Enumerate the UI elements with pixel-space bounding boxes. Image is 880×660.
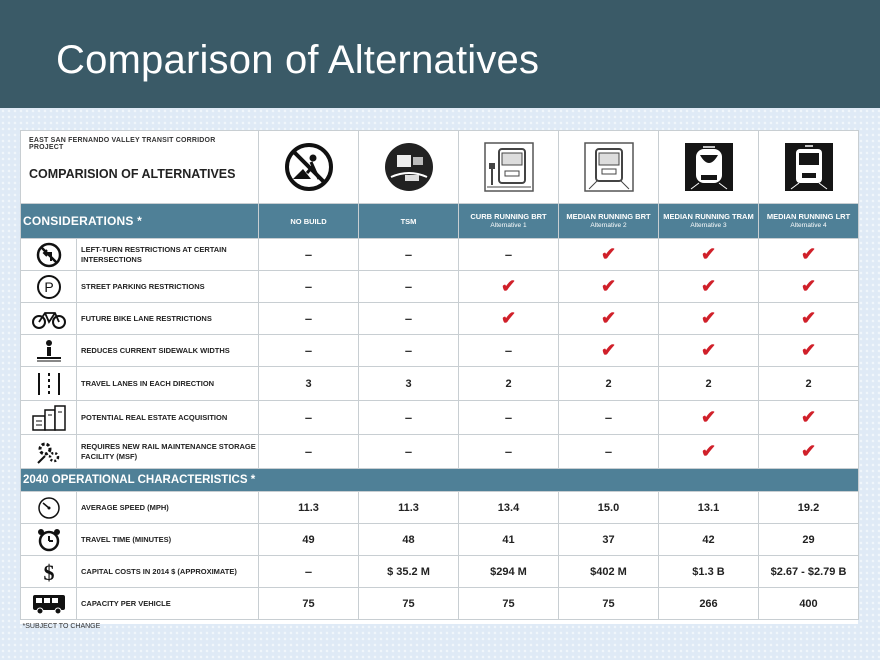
row-icon-cell [21, 401, 77, 435]
cell: 3 [359, 367, 459, 401]
row-label: REDUCES CURRENT SIDEWALK WIDTHS [77, 335, 259, 367]
row-icon-cell [21, 367, 77, 401]
maintenance-gears-icon [35, 439, 63, 465]
svg-text:$: $ [43, 559, 54, 585]
cell: – [259, 335, 359, 367]
operational-band [21, 469, 859, 492]
cell: – [259, 271, 359, 303]
cell: – [359, 435, 459, 469]
footnote: *SUBJECT TO CHANGE [22, 622, 101, 630]
row-label: POTENTIAL REAL ESTATE ACQUISITION [77, 401, 259, 435]
row-label: STREET PARKING RESTRICTIONS [77, 271, 259, 303]
no-left-turn-icon [36, 242, 62, 268]
row-icon-cell [21, 303, 77, 335]
cell: ✔ [559, 335, 659, 367]
cell: ✔ [759, 435, 859, 469]
cell: – [259, 401, 359, 435]
row-label: LEFT-TURN RESTRICTIONS AT CERTAIN INTERSECTIONS [77, 239, 259, 271]
lrt-icon [783, 141, 835, 193]
row-label: TRAVEL TIME (MINUTES) [77, 524, 259, 556]
cell: – [259, 435, 359, 469]
footnote-row [21, 620, 859, 633]
lrt-icon-cell [759, 131, 859, 204]
tsm-icon-cell [359, 131, 459, 204]
bus-icon [31, 592, 67, 616]
considerations-title: CONSIDERATIONS * [21, 204, 259, 239]
tram-icon [683, 141, 735, 193]
cell: – [559, 435, 659, 469]
curb-brt-bus-icon [483, 141, 535, 193]
cell: – [359, 239, 459, 271]
cell: 11.3 [359, 492, 459, 524]
cell: ✔ [659, 239, 759, 271]
operational-title: 2040 OPERATIONAL CHARACTERISTICS * [21, 469, 859, 492]
alarm-clock-icon [36, 527, 62, 553]
comparison-sheet [20, 130, 858, 630]
cell: – [359, 303, 459, 335]
cell: – [259, 239, 359, 271]
cell: 75 [559, 588, 659, 620]
table-row [21, 367, 859, 401]
cell: 266 [659, 588, 759, 620]
table-row [21, 401, 859, 435]
curb-brt-icon-cell [459, 131, 559, 204]
cell: ✔ [459, 303, 559, 335]
no-build-icon-cell [259, 131, 359, 204]
row-label: TRAVEL LANES IN EACH DIRECTION [77, 367, 259, 401]
table-row [21, 588, 859, 620]
row-icon-cell [21, 492, 77, 524]
bicycle-icon [31, 308, 67, 330]
cell: ✔ [759, 271, 859, 303]
cell: 75 [359, 588, 459, 620]
cell: 19.2 [759, 492, 859, 524]
cell: 15.0 [559, 492, 659, 524]
cell: 2 [559, 367, 659, 401]
dollar-icon [37, 559, 61, 585]
speedometer-icon [36, 496, 62, 520]
row-icon-cell [21, 239, 77, 271]
table-row [21, 239, 859, 271]
header-row [21, 131, 859, 204]
cell: 75 [259, 588, 359, 620]
cell: $294 M [459, 556, 559, 588]
cell: ✔ [759, 239, 859, 271]
row-icon-cell [21, 271, 77, 303]
alt-name-curb-brt: CURB RUNNING BRT Alternative 1 [459, 204, 559, 239]
table-row [21, 524, 859, 556]
cell: ✔ [659, 303, 759, 335]
table-row [21, 271, 859, 303]
row-label: FUTURE BIKE LANE RESTRICTIONS [77, 303, 259, 335]
cell: $ 35.2 M [359, 556, 459, 588]
cell: 3 [259, 367, 359, 401]
table-row [21, 335, 859, 367]
cell: 41 [459, 524, 559, 556]
cell: 48 [359, 524, 459, 556]
row-label: CAPITAL COSTS IN 2014 $ (APPROXIMATE) [77, 556, 259, 588]
buildings-icon [31, 404, 67, 432]
cell: ✔ [659, 435, 759, 469]
cell: – [359, 401, 459, 435]
median-brt-bus-icon [583, 141, 635, 193]
travel-lanes-icon [34, 371, 64, 397]
cell: ✔ [659, 271, 759, 303]
considerations-band [21, 204, 859, 239]
cell: – [459, 435, 559, 469]
cell: 13.1 [659, 492, 759, 524]
row-label: AVERAGE SPEED (MPH) [77, 492, 259, 524]
tram-icon-cell [659, 131, 759, 204]
cell: ✔ [559, 271, 659, 303]
alt-name-median-brt: MEDIAN RUNNING BRT Alternative 2 [559, 204, 659, 239]
table-row [21, 492, 859, 524]
title-bar [0, 0, 880, 108]
row-icon-cell [21, 588, 77, 620]
cell: ✔ [559, 303, 659, 335]
no-build-icon [283, 141, 335, 193]
cell: ✔ [659, 401, 759, 435]
row-icon-cell [21, 524, 77, 556]
cell: – [459, 239, 559, 271]
svg-text:P: P [43, 278, 54, 295]
table-row [21, 303, 859, 335]
cell: – [459, 401, 559, 435]
median-brt-icon-cell [559, 131, 659, 204]
cell: 37 [559, 524, 659, 556]
comparison-table [20, 130, 859, 632]
row-icon-cell [21, 556, 77, 588]
table-heading-cell [21, 131, 259, 204]
cell: 2 [759, 367, 859, 401]
table-row [21, 556, 859, 588]
slide-title: Comparison of Alternatives [56, 38, 540, 82]
cell: 75 [459, 588, 559, 620]
cell: ✔ [759, 401, 859, 435]
cell: $402 M [559, 556, 659, 588]
table-heading: COMPARISION OF ALTERNATIVES [29, 167, 236, 181]
cell: ✔ [459, 271, 559, 303]
project-name: EAST SAN FERNANDO VALLEY TRANSIT CORRIDOR PROJECT [29, 137, 216, 151]
cell: ✔ [659, 335, 759, 367]
cell: 42 [659, 524, 759, 556]
cell: $1.3 B [659, 556, 759, 588]
cell: 2 [659, 367, 759, 401]
cell: $2.67 - $2.79 B [759, 556, 859, 588]
row-icon-cell [21, 435, 77, 469]
row-label: CAPACITY PER VEHICLE [77, 588, 259, 620]
cell: 49 [259, 524, 359, 556]
row-icon-cell [21, 335, 77, 367]
parking-icon [36, 274, 62, 300]
cell: – [359, 335, 459, 367]
cell: 11.3 [259, 492, 359, 524]
cell: – [559, 401, 659, 435]
table-row [21, 435, 859, 469]
alt-name-tram: MEDIAN RUNNING TRAM Alternative 3 [659, 204, 759, 239]
cell: – [459, 335, 559, 367]
cell: – [359, 271, 459, 303]
cell: 13.4 [459, 492, 559, 524]
row-label: REQUIRES NEW RAIL MAINTENANCE STORAGE FACILITY (MSF) [77, 435, 259, 469]
alt-name-tsm: TSM [359, 204, 459, 239]
cell: – [259, 303, 359, 335]
cell: 2 [459, 367, 559, 401]
cell: – [259, 556, 359, 588]
cell: ✔ [759, 335, 859, 367]
pedestrian-icon [34, 339, 64, 363]
cell: ✔ [759, 303, 859, 335]
cell: ✔ [559, 239, 659, 271]
alt-name-no-build: NO BUILD [259, 204, 359, 239]
alt-name-lrt: MEDIAN RUNNING LRT Alternative 4 [759, 204, 859, 239]
cell: 400 [759, 588, 859, 620]
cell: 29 [759, 524, 859, 556]
bus-tsm-icon [383, 141, 435, 193]
